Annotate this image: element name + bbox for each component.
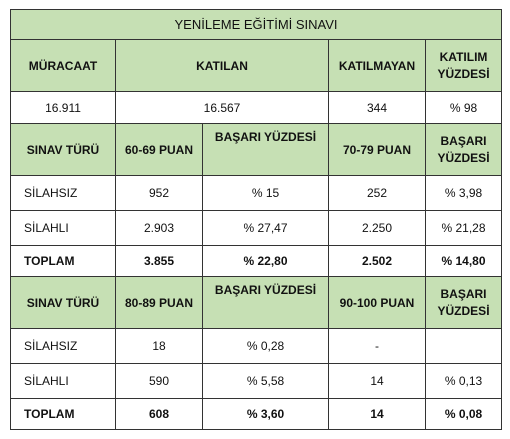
table-row <box>11 176 502 211</box>
title-row <box>11 10 502 40</box>
s2-header-basari-b: BAŞARI YÜZDESİ <box>426 277 502 329</box>
exam-results-table <box>10 9 502 430</box>
s2-r2-c3: 14 <box>329 399 426 430</box>
s1-header-basari-a: BAŞARI YÜZDESİ <box>203 124 329 176</box>
value-katilmayan: 344 <box>329 92 426 124</box>
s2-r2-c2: % 3,60 <box>203 399 329 430</box>
s1-r1-c4: % 21,28 <box>426 211 502 246</box>
table-row <box>11 329 502 364</box>
s2-r0-c4 <box>426 329 502 364</box>
s1-r1-c0: SİLAHLI <box>11 211 116 246</box>
s1-r2-c2: % 22,80 <box>203 246 329 277</box>
section1-header-row <box>11 124 502 176</box>
s1-r0-c1: 952 <box>116 176 203 211</box>
s2-r0-c3: - <box>329 329 426 364</box>
section2-header-row <box>11 277 502 329</box>
value-katilim-yuzdesi: % 98 <box>426 92 502 124</box>
s2-header-puan-b: 90-100 PUAN <box>329 277 426 329</box>
s2-r0-c2: % 0,28 <box>203 329 329 364</box>
s1-header-puan-a: 60-69 PUAN <box>116 124 203 176</box>
table-row <box>11 364 502 399</box>
s1-r2-c4: % 14,80 <box>426 246 502 277</box>
s1-r0-c3: 252 <box>329 176 426 211</box>
s1-r2-c1: 3.855 <box>116 246 203 277</box>
s2-r0-c1: 18 <box>116 329 203 364</box>
header-katilim-yuzdesi: KATILIM YÜZDESİ <box>426 40 502 92</box>
s2-r2-c1: 608 <box>116 399 203 430</box>
s2-header-puan-a: 80-89 PUAN <box>116 277 203 329</box>
s2-r2-c4: % 0,08 <box>426 399 502 430</box>
results-table-container <box>10 9 502 430</box>
total-row <box>11 399 502 430</box>
s2-r2-c0: TOPLAM <box>11 399 116 430</box>
s1-header-puan-b: 70-79 PUAN <box>329 124 426 176</box>
s2-r1-c3: 14 <box>329 364 426 399</box>
s1-r1-c1: 2.903 <box>116 211 203 246</box>
summary-value-row <box>11 92 502 124</box>
summary-header-row <box>11 40 502 92</box>
s2-r1-c1: 590 <box>116 364 203 399</box>
s2-r0-c0: SİLAHSIZ <box>11 329 116 364</box>
value-muracaat: 16.911 <box>11 92 116 124</box>
s2-r1-c0: SİLAHLI <box>11 364 116 399</box>
table-row <box>11 211 502 246</box>
s2-header-sinav-turu: SINAV TÜRÜ <box>11 277 116 329</box>
s2-r1-c4: % 0,13 <box>426 364 502 399</box>
s1-header-basari-b: BAŞARI YÜZDESİ <box>426 124 502 176</box>
s1-header-sinav-turu: SINAV TÜRÜ <box>11 124 116 176</box>
s1-r2-c0: TOPLAM <box>11 246 116 277</box>
value-katilan: 16.567 <box>116 92 329 124</box>
table-title: YENİLEME EĞİTİMİ SINAVI <box>11 10 502 40</box>
s2-r1-c2: % 5,58 <box>203 364 329 399</box>
s1-r2-c3: 2.502 <box>329 246 426 277</box>
s1-r0-c2: % 15 <box>203 176 329 211</box>
s1-r0-c0: SİLAHSIZ <box>11 176 116 211</box>
header-katilmayan: KATILMAYAN <box>329 40 426 92</box>
header-muracaat: MÜRACAAT <box>11 40 116 92</box>
total-row <box>11 246 502 277</box>
s1-r0-c4: % 3,98 <box>426 176 502 211</box>
header-katilan: KATILAN <box>116 40 329 92</box>
s1-r1-c3: 2.250 <box>329 211 426 246</box>
s1-r1-c2: % 27,47 <box>203 211 329 246</box>
s2-header-basari-a: BAŞARI YÜZDESİ <box>203 277 329 329</box>
